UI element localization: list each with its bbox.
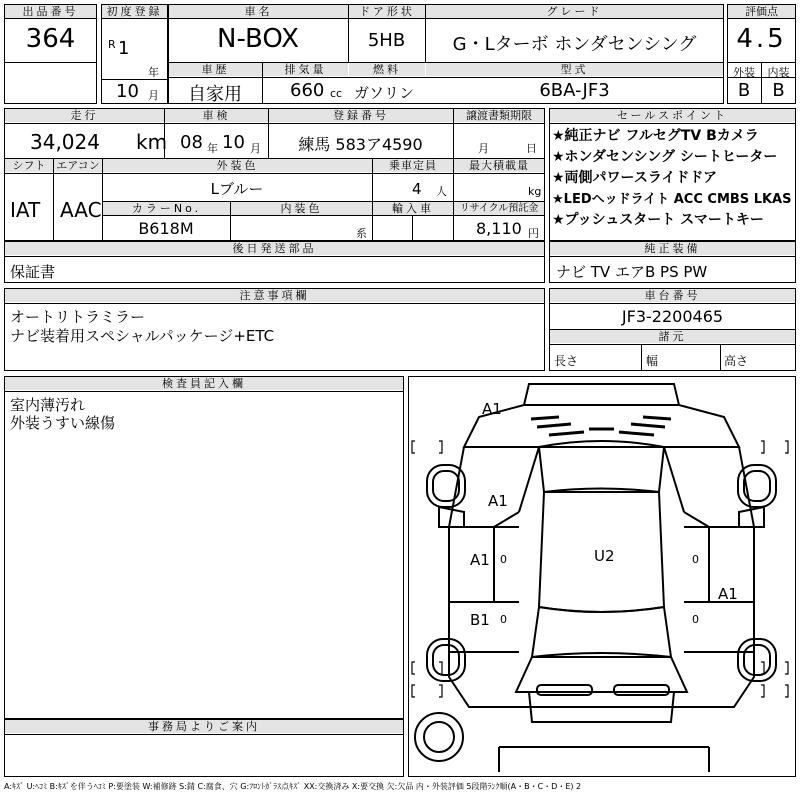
dimensions-label: 諸元 [550, 330, 795, 343]
ext-grade-value: B [737, 80, 751, 101]
damage-right-rear-door-sub2: 0 [692, 613, 699, 626]
car-name-label: 車名 [169, 5, 348, 18]
damage-left-rear-door-b: B1 [470, 611, 490, 629]
fuel-value: ガソリン [354, 84, 415, 102]
car-name-value: N-BOX [217, 24, 299, 54]
notes-lines [10, 308, 274, 346]
shift-value: IAT [10, 198, 41, 222]
history-label: 車歴 [169, 63, 262, 76]
sales-point-item: ★プッシュスタート スマートキー [552, 212, 764, 228]
chassis-label: 車台番号 [550, 289, 795, 302]
inspection-year-unit: 年 [207, 142, 218, 155]
inspector-lines [10, 396, 115, 432]
reg-no-value: 練馬 583ア4590 [298, 135, 423, 154]
fuel-label: 燃料 [349, 63, 425, 76]
damage-left-front-door: A1 [488, 492, 508, 510]
inspection-year: 08 [180, 132, 203, 153]
recycle-unit: 円 [528, 227, 539, 240]
score-value: 4.5 [736, 24, 787, 54]
first-registration-label: 初度登録 [102, 5, 167, 18]
door-value: 5HB [367, 30, 406, 51]
transfer-day: 日 [526, 142, 537, 155]
import-label: 輸入車 [373, 202, 453, 215]
width-label: 幅 [646, 354, 659, 368]
interior-color-label: 内装色 [231, 202, 372, 215]
inspector-line: 室内薄汚れ [10, 396, 86, 414]
grade-label: グレード [426, 5, 723, 18]
height-label: 高さ [724, 354, 749, 368]
color-no-label: カラーNo. [103, 202, 230, 215]
sales-point-item: ★LEDヘッドライト ACC CMBS LKAS [552, 192, 792, 207]
year-unit: 年 [148, 66, 159, 79]
int-grade-label: 内装 [767, 66, 790, 79]
month-unit: 月 [148, 89, 159, 102]
interior-color-unit: 系 [356, 227, 367, 240]
inspector-label: 検査員記入欄 [5, 377, 403, 390]
inspection-month-unit: 月 [250, 142, 261, 155]
capacity-value: 4 [412, 180, 422, 198]
note-line: オートリトラミラー [10, 308, 146, 326]
office-label: 事務局よりご案内 [5, 720, 403, 733]
inspector-line: 外装うすい線傷 [10, 414, 116, 432]
car-diagram [409, 377, 795, 776]
aircon-label: エアコン [54, 159, 102, 172]
displacement-value: 660 [290, 80, 325, 101]
damage-left-rear-door-a-sub: 0 [500, 553, 507, 566]
exterior-color-label: 外装色 [103, 159, 372, 172]
damage-hood: A1 [482, 400, 502, 418]
displacement-unit: cc [330, 87, 343, 100]
max-load-unit: kg [528, 185, 542, 198]
mileage-value: 34,024 [30, 130, 100, 154]
score-label: 評価点 [728, 5, 795, 18]
recycle-value: 8,110 [476, 219, 522, 238]
grade-value: G・Lターボ ホンダセンシング [452, 34, 697, 55]
transfer-label: 譲渡書類期限 [454, 109, 544, 122]
first-registration-year: 1 [118, 38, 130, 59]
notes-label: 注意事項欄 [5, 289, 544, 302]
sales-point-item: ★ホンダセンシング シートヒーター [552, 149, 778, 165]
displacement-label: 排気量 [263, 63, 348, 76]
lot-number-label: 出品番号 [5, 5, 96, 18]
lot-number-value: 364 [25, 24, 76, 54]
recycle-label: リサイクル預託金 [454, 202, 544, 215]
mileage-unit: km [136, 130, 168, 154]
ext-grade-label: 外装 [733, 66, 755, 79]
era-label: R [108, 38, 116, 51]
model-value: 6BA-JF3 [539, 80, 610, 101]
sales-points-label: セールスポイント [550, 109, 795, 122]
model-label: 型式 [426, 63, 723, 76]
color-no-value: B618M [138, 219, 194, 238]
damage-left-rear-door-a: A1 [470, 551, 490, 569]
sales-points-list [552, 126, 796, 231]
chassis-value: JF3-2200465 [621, 307, 724, 326]
legend-text: A:ｷｽﾞ U:ﾍｺﾐ B:ｷｽﾞを伴うﾍｺﾐ P:要塗装 W:補修跡 S:錆 C:腐食、穴 G:ﾌﾛﾝﾄｶﾞﾗｽ点ｷｽﾞ XX:交換済み X:要交換 欠:欠品 内・外装評価 5段階ﾗﾝｸ順(A・B・C・D・E) 2 [4, 782, 582, 791]
damage-right-side: A1 [718, 585, 738, 603]
first-registration-month: 10 [116, 81, 139, 102]
later-parts-value: 保証書 [10, 263, 56, 281]
damage-right-rear-door-sub: 0 [692, 553, 699, 566]
genuine-equipment-label: 純正装備 [550, 242, 795, 255]
door-label: ドア形状 [349, 5, 425, 18]
capacity-unit: 人 [436, 185, 447, 198]
max-load-label: 最大積載量 [454, 159, 544, 172]
inspection-label: 車検 [165, 109, 268, 122]
inspection-month: 10 [222, 132, 245, 153]
sales-point-item: ★純正ナビ フルセグTV Bカメラ [552, 128, 759, 144]
shift-label: シフト [5, 159, 53, 172]
aircon-value: AAC [60, 198, 102, 222]
later-parts-label: 後日発送部品 [5, 242, 544, 255]
capacity-label: 乗車定員 [373, 159, 453, 172]
sales-point-item: ★両側パワースライドドア [552, 170, 718, 186]
transfer-month: 月 [478, 142, 489, 155]
int-grade-value: B [772, 80, 785, 101]
exterior-color-value: Lブルー [210, 180, 264, 198]
reg-no-label: 登録番号 [269, 109, 453, 122]
damage-roof: U2 [594, 547, 615, 565]
mileage-label: 走行 [5, 109, 164, 122]
lot-number-box [4, 4, 97, 104]
history-value: 自家用 [188, 84, 242, 105]
damage-left-rear-door-b-sub: 0 [500, 613, 507, 626]
length-label: 長さ [554, 354, 579, 368]
note-line: ナビ装着用スペシャルパッケージ+ETC [10, 327, 275, 345]
genuine-equipment-value: ナビ TV エアB PS PW [556, 263, 708, 281]
